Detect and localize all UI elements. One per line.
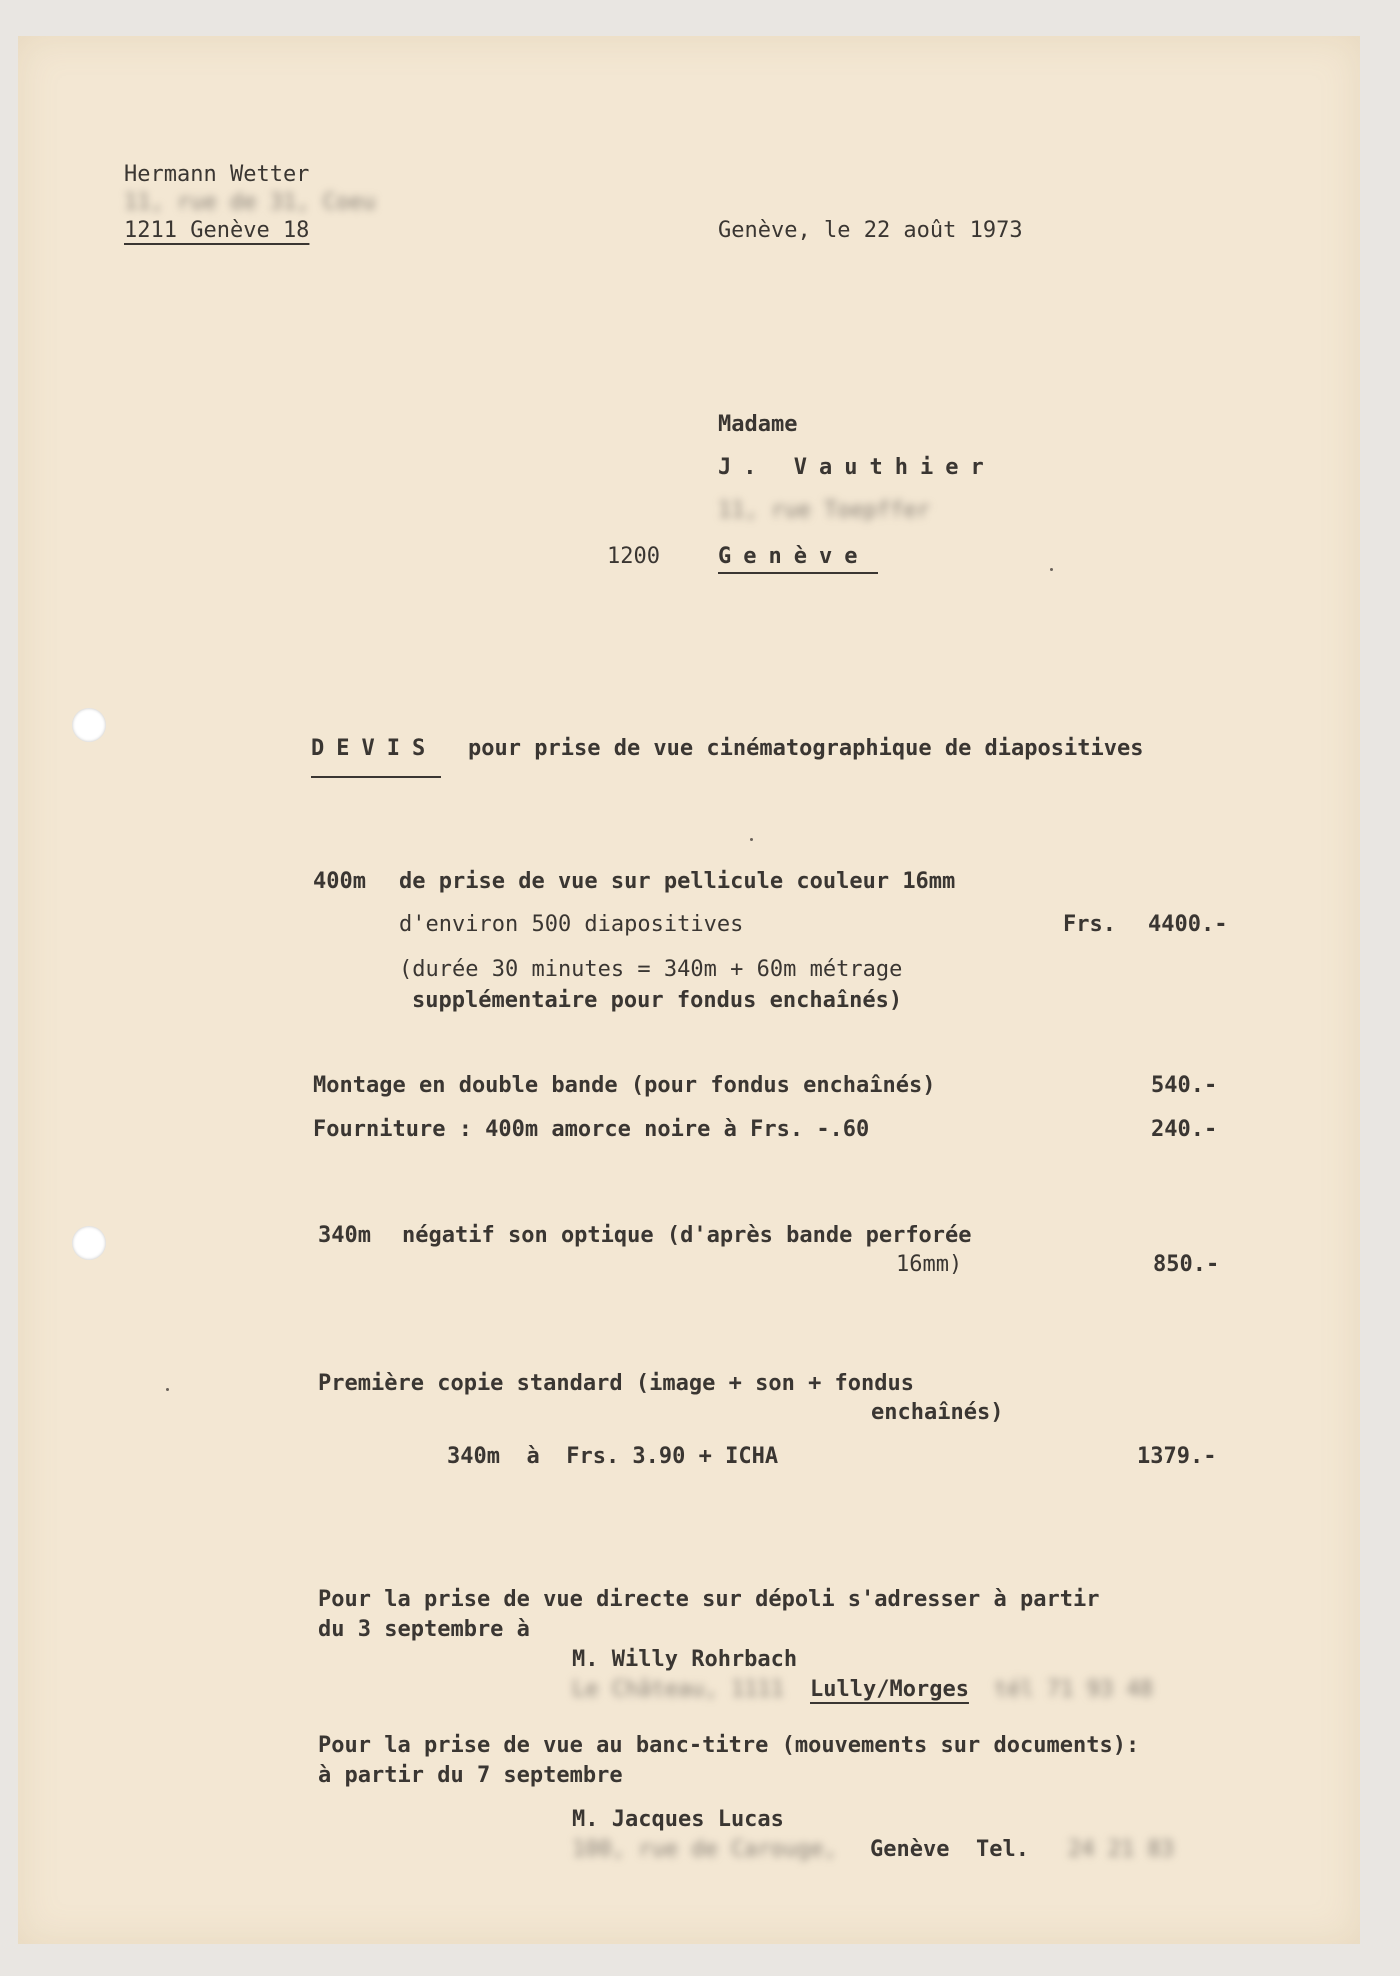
- negatif-amount: 850.-: [1153, 1252, 1220, 1277]
- depoli-city: Lully/Morges: [810, 1677, 969, 1702]
- depoli-phone-redacted: tél 71 93 48: [994, 1677, 1153, 1702]
- recipient-city-underline: [718, 572, 878, 574]
- negatif-quantity: 340m: [318, 1223, 371, 1248]
- film-note-line2: supplémentaire pour fondus enchaînés): [412, 988, 903, 1013]
- paper-speck: [166, 1388, 169, 1391]
- depoli-address-redacted: Le Château, 1111: [572, 1677, 784, 1702]
- sender-city: 1211 Genève 18: [124, 218, 310, 243]
- copie-calculation: 340m à Frs. 3.90 + ICHA: [447, 1444, 779, 1469]
- sender-street-redacted: 11, rue de 31, Coeu: [124, 190, 376, 215]
- film-amount: 4400.-: [1148, 912, 1228, 937]
- recipient-salutation: Madame: [718, 412, 798, 437]
- paper-speck: [1050, 568, 1053, 571]
- copie-description-line1: Première copie standard (image + son + fondus: [318, 1371, 915, 1396]
- depoli-line2: du 3 septembre à: [318, 1617, 530, 1642]
- negatif-description-line1: négatif son optique (d'après bande perforée: [402, 1223, 972, 1248]
- montage-label: Montage en double bande (pour fondus enchaînés): [313, 1073, 936, 1098]
- fourniture-label: Fourniture : 400m amorce noire à Frs. -.60: [313, 1117, 870, 1142]
- film-currency: Frs.: [1063, 912, 1116, 937]
- film-description-line1: de prise de vue sur pellicule couleur 16mm: [399, 869, 956, 894]
- depoli-line1: Pour la prise de vue directe sur dépoli s'adresser à partir: [318, 1587, 1100, 1612]
- banc-phone-redacted: 24 21 83: [1068, 1837, 1174, 1862]
- subject-text: pour prise de vue cinématographique de diapositives: [468, 736, 1144, 761]
- banc-line1: Pour la prise de vue au banc-titre (mouvements sur documents):: [318, 1733, 1140, 1758]
- recipient-street-redacted: 11, rue Toepffer: [718, 498, 930, 523]
- banc-address-redacted: 100, rue de Carouge,: [572, 1837, 837, 1862]
- banc-city: Genève Tel.: [870, 1837, 1029, 1862]
- montage-amount: 540.-: [1151, 1073, 1218, 1098]
- recipient-postcode: 1200: [607, 544, 660, 569]
- fourniture-amount: 240.-: [1151, 1117, 1218, 1142]
- subject-label-underline: [311, 776, 441, 778]
- negatif-description-line2: 16mm): [896, 1252, 963, 1277]
- letter-date: Genève, le 22 août 1973: [718, 218, 1023, 243]
- paper-speck: [750, 838, 753, 841]
- punch-hole-bottom: [72, 1226, 106, 1260]
- banc-contact-name: M. Jacques Lucas: [572, 1807, 784, 1832]
- copie-description-line2: enchaînés): [871, 1400, 1004, 1425]
- subject-label: DEVIS: [311, 736, 438, 761]
- copie-amount: 1379.-: [1137, 1444, 1217, 1469]
- depoli-contact-name: M. Willy Rohrbach: [572, 1647, 798, 1672]
- recipient-name: J. Vauthier: [718, 455, 996, 480]
- punch-hole-top: [72, 708, 106, 742]
- film-note-line1: (durée 30 minutes = 340m + 60m métrage: [399, 957, 903, 982]
- banc-line2: à partir du 7 septembre: [318, 1763, 623, 1788]
- recipient-city: Genève: [718, 544, 870, 569]
- film-quantity: 400m: [313, 869, 366, 894]
- sender-name: Hermann Wetter: [124, 162, 310, 187]
- film-description-line2: d'environ 500 diapositives: [399, 912, 744, 937]
